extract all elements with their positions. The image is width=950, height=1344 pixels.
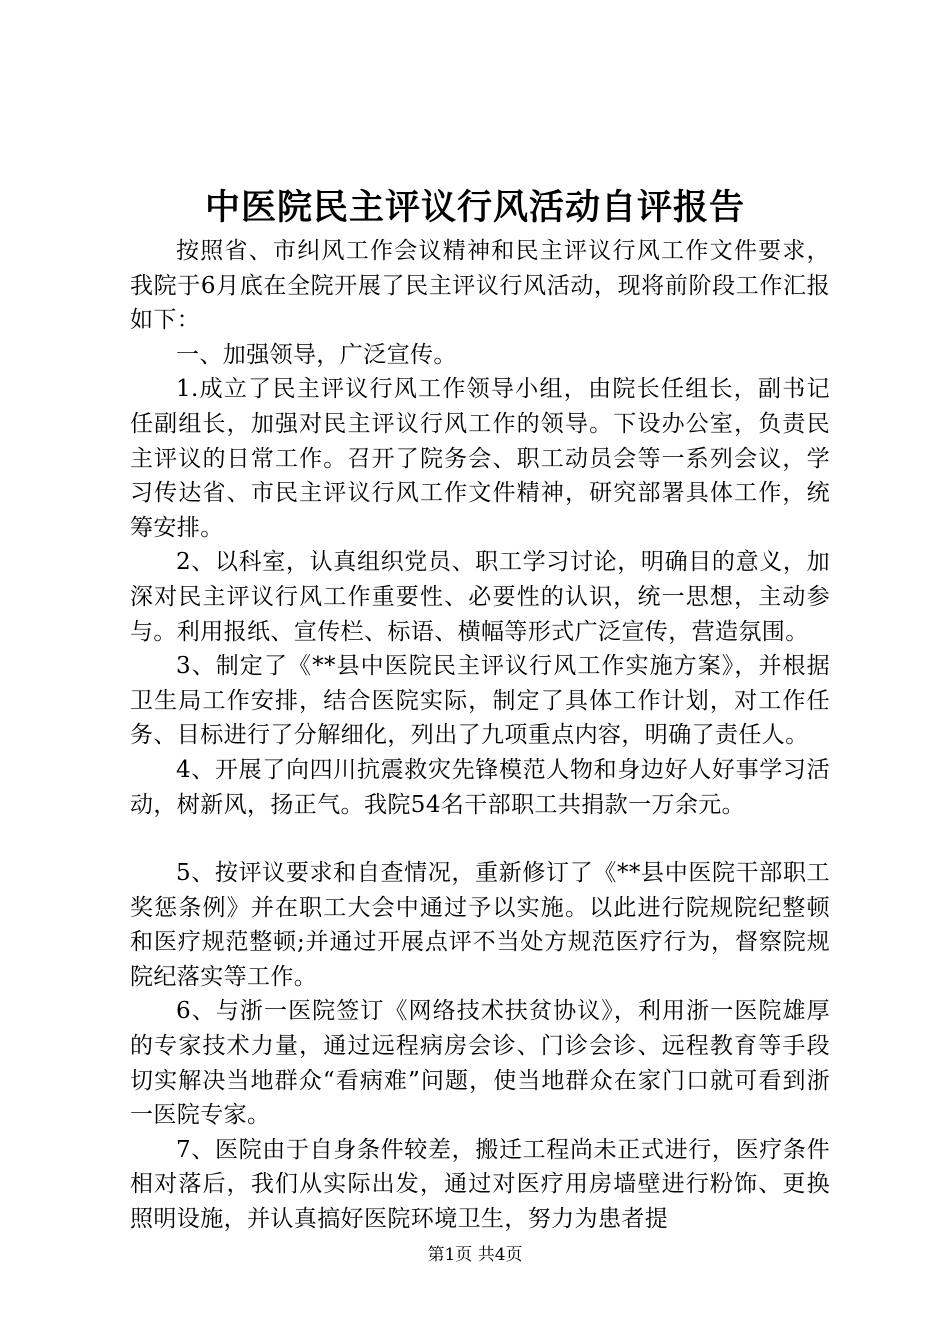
- paragraph-item-1: 1.成立了民主评议行风工作领导小组，由院长任组长，副书记任副组长，加强对民主评议行风工作的领导。下设办公室，负责民主评议的日常工作。召开了院务会、职工动员会等一系列会议，学习传达省、市民主评议行风工作文件精神，研究部署具体工作，统筹安排。: [130, 376, 830, 541]
- page-number-footer: 第1页 共4页: [427, 1245, 523, 1265]
- document-body: [130, 234, 830, 1237]
- section-heading-1: 一、加强领导，广泛宣传。: [176, 341, 457, 368]
- paragraph-item-2: 2、以科室，认真组织党员、职工学习讨论，明确目的意义，加深对民主评议行风工作重要性、必要性的认识，统一思想，主动参与。利用报纸、宣传栏、标语、横幅等形式广泛宣传，营造氛围。: [130, 549, 830, 645]
- paragraph-item-7: 7、医院由于自身条件较差，搬迁工程尚未正式进行，医疗条件相对落后，我们从实际出发，通过对医疗用房墙壁进行粉饰、更换照明设施，并认真搞好医院环境卫生，努力为患者提: [130, 1136, 830, 1233]
- paragraph-item-5: 5、按评议要求和自查情况，重新修订了《**县中医院干部职工奖惩条例》并在职工大会中通过予以实施。以此进行院规院纪整顿和医疗规范整顿;并通过开展点评不当处方规范医疗行为，督察院规院纪落实等工作。: [130, 860, 830, 990]
- paragraph-item-6: 6、与浙一医院签订《网络技术扶贫协议》，利用浙一医院雄厚的专家技术力量，通过远程病房会诊、门诊会诊、远程教育等手段切实解决当地群众“看病难”问题，使当地群众在家门口就可看到浙一医院专家。: [130, 998, 830, 1129]
- paragraph-item-4: 4、开展了向四川抗震救灾先锋模范人物和身边好人好事学习活动，树新风，扬正气。我院54名干部职工共捐款一万余元。: [130, 756, 830, 818]
- paragraph-item-3: 3、制定了《**县中医院民主评议行风工作实施方案》，并根据卫生局工作安排，结合医院实际，制定了具体工作计划，对工作任务、目标进行了分解细化，列出了九项重点内容，明确了责任人。: [130, 653, 830, 749]
- paragraph-intro: 按照省、市纠风工作会议精神和民主评议行风工作文件要求，我院于6月底在全院开展了民主评议行风活动，现将前阶段工作汇报如下：: [130, 238, 830, 334]
- document-title: 中医院民主评议行风活动自评报告: [204, 187, 745, 228]
